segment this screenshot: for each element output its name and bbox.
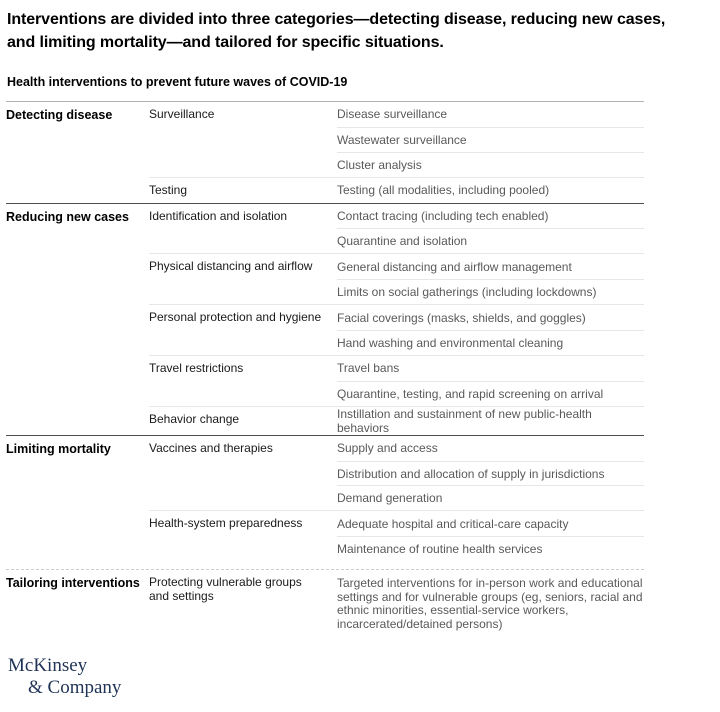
intervention-row	[337, 102, 644, 127]
subcategory-group	[149, 304, 644, 355]
intervention-text: Wastewater surveillance	[337, 132, 467, 147]
intervention-text: Travel bans	[337, 361, 400, 376]
subcategory-label: Identification and isolation	[149, 208, 288, 223]
intervention-text: Instillation and sustainment of new public-health behaviors	[337, 406, 592, 435]
section-groups	[149, 570, 644, 640]
intervention-row	[337, 178, 644, 203]
logo-line-1: McKinsey	[8, 655, 88, 677]
section-groups	[149, 436, 644, 561]
intervention-row	[337, 381, 644, 406]
subcategory-group	[149, 177, 644, 203]
interventions-table	[6, 101, 644, 640]
intervention-row	[337, 330, 644, 355]
intervention-text: Supply and access	[337, 441, 438, 456]
subcategory-label: Testing	[149, 182, 188, 197]
intervention-text: Quarantine and isolation	[337, 234, 468, 249]
mckinsey-logo	[8, 655, 720, 698]
subcategory-group	[149, 355, 644, 406]
intervention-text: Disease surveillance	[337, 107, 448, 122]
intervention-text: Demand generation	[337, 491, 443, 506]
category-label: Tailoring interventions	[6, 576, 140, 591]
subcategory-label: Travel restrictions	[149, 360, 244, 375]
subcategory-label: Personal protection and hygiene	[149, 310, 322, 325]
subcategory-group	[149, 570, 644, 640]
subcategory-label: Health-system preparedness	[149, 516, 303, 531]
intervention-text: Cluster analysis	[337, 157, 422, 172]
subcategory-label: Protecting vulnerable groups and settings	[149, 575, 302, 603]
subcategory-group	[149, 406, 644, 435]
intervention-text: Testing (all modalities, including pooled)	[337, 183, 550, 198]
intervention-items	[337, 570, 644, 640]
subcategory-label: Behavior change	[149, 411, 240, 426]
subcategory-group	[149, 204, 644, 254]
intervention-row	[337, 436, 644, 461]
intervention-row	[337, 536, 644, 561]
intervention-row	[337, 356, 644, 381]
intervention-row	[337, 570, 644, 640]
section-groups	[149, 204, 644, 435]
intervention-row	[337, 407, 644, 435]
intervention-text: General distancing and airflow management	[337, 259, 572, 274]
category-label: Detecting disease	[6, 108, 113, 122]
category-label: Limiting mortality	[6, 441, 111, 456]
intervention-row	[337, 204, 644, 229]
intervention-items	[337, 407, 644, 435]
intervention-items	[337, 204, 644, 254]
table-section	[6, 435, 644, 561]
table-section	[6, 102, 644, 203]
intervention-row	[337, 279, 644, 304]
logo-line-2: & Company	[28, 676, 122, 698]
page-title: Interventions are divided into three categories—detecting disease, reducing new cases, and limiting mortality—and tailored for specific situations.	[7, 11, 666, 51]
intervention-row	[337, 127, 644, 152]
subcategory-group	[149, 102, 644, 177]
intervention-text: Targeted interventions for in-person work and educational settings and for vulnerable groups (eg, seniors, racial and ethnic minorities, essential-service workers, incarcerated/detained persons)	[337, 576, 643, 631]
intervention-row	[337, 305, 644, 330]
table-section	[6, 203, 644, 435]
intervention-text: Facial coverings (masks, shields, and goggles)	[337, 310, 586, 325]
intervention-items	[337, 511, 644, 561]
intervention-row	[337, 485, 644, 510]
intervention-text: Hand washing and environmental cleaning	[337, 335, 564, 350]
intervention-text: Quarantine, testing, and rapid screening on arrival	[337, 386, 604, 401]
table-section	[6, 569, 644, 640]
intervention-text: Distribution and allocation of supply in jurisdictions	[337, 466, 605, 481]
intervention-text: Limits on social gatherings (including lockdowns)	[337, 285, 597, 300]
subcategory-label: Surveillance	[149, 107, 215, 121]
intervention-items	[337, 254, 644, 304]
intervention-row	[337, 254, 644, 279]
intervention-text: Adequate hospital and critical-care capacity	[337, 516, 569, 531]
intervention-row	[337, 228, 644, 253]
intervention-items	[337, 178, 644, 203]
section-groups	[149, 102, 644, 203]
intervention-items	[337, 356, 644, 406]
subcategory-label: Vaccines and therapies	[149, 440, 273, 455]
intervention-items	[337, 102, 644, 177]
exhibit-subtitle: Health interventions to prevent future waves of COVID-19	[7, 75, 348, 89]
intervention-items	[337, 305, 644, 355]
subcategory-group	[149, 436, 644, 511]
category-label: Reducing new cases	[6, 209, 129, 224]
intervention-row	[337, 511, 644, 536]
subcategory-group	[149, 510, 644, 561]
intervention-text: Contact tracing (including tech enabled)	[337, 209, 549, 223]
intervention-items	[337, 436, 644, 511]
subcategory-label: Physical distancing and airflow	[149, 259, 313, 274]
subcategory-group	[149, 253, 644, 304]
intervention-row	[337, 461, 644, 486]
intervention-text: Maintenance of routine health services	[337, 542, 543, 557]
intervention-row	[337, 152, 644, 177]
